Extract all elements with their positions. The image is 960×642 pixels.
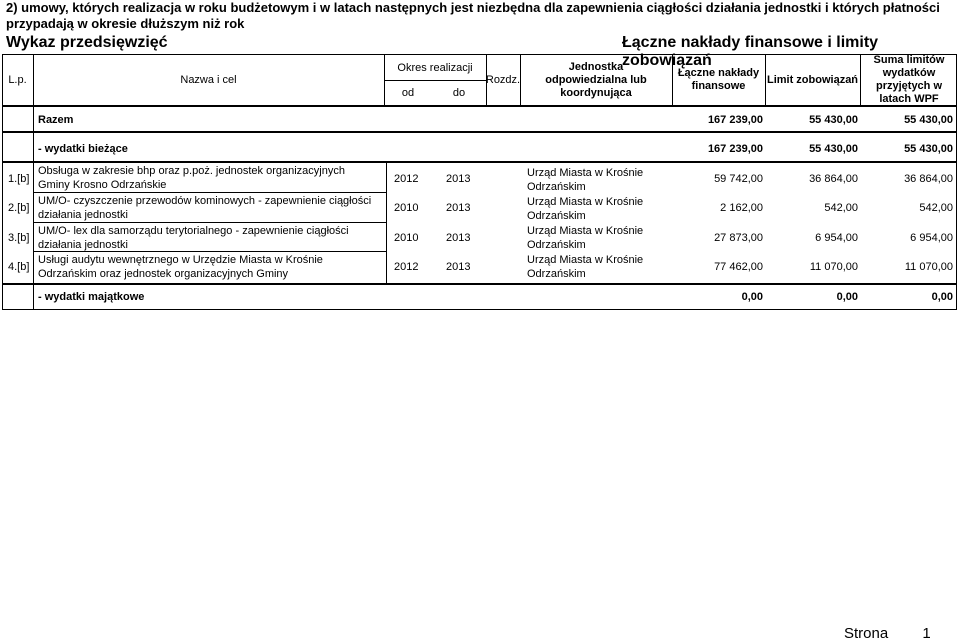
row-2-sum: 542,00 [919, 202, 953, 214]
row-2-from: 2010 [394, 202, 419, 214]
heading-financing: Łączne nakłady finansowe i limity zobowiązań [622, 34, 879, 69]
footer-page-number: 1 [922, 625, 931, 642]
row-1-name: Obsługa w zakresie bhp oraz p.poż. jednostek organizacyjnych Gminy Krosno Odrzańskie [38, 165, 345, 191]
majatkowe-sum: 0,00 [931, 291, 953, 303]
row-2-name: UM/O- czyszczenie przewodów kominowych - zapewnienie ciągłości działania jednostki [38, 195, 372, 221]
row-4-unit: Urząd Miasta w Krośnie Odrzańskim [527, 254, 644, 280]
footer-label: Strona [844, 625, 889, 642]
row-1-sum: 36 864,00 [904, 173, 953, 185]
row-3-limit: 6 954,00 [815, 232, 858, 244]
row-3-from: 2010 [394, 232, 419, 244]
row-2-to: 2013 [446, 202, 471, 214]
row-3-lp: 3.[b] [8, 232, 30, 244]
column-to: do [452, 86, 466, 99]
biezace-label: - wydatki bieżące [38, 143, 128, 155]
row-4-lp: 4.[b] [8, 261, 30, 273]
row-3-name: UM/O- lex dla samorządu terytorialnego - zapewnienie ciągłości działania jednostki [38, 225, 349, 251]
column-section: Rozdz. [485, 73, 521, 86]
majatkowe-limit: 0,00 [836, 291, 858, 303]
row-4-name: Usługi audytu wewnętrznego w Urzędzie Miasta w Krośnie Odrzańskim oraz jednostek organizacyjnych Gminy [38, 254, 323, 280]
intro-text: 2) umowy, których realizacja w roku budżetowym i w latach następnych jest niezbędna dla zapewnienia ciągłości działania jednostki i których płatności przypadają w okresie dłuższym niż rok [6, 0, 940, 31]
row-3-total: 27 873,00 [714, 232, 763, 244]
row-2-unit: Urząd Miasta w Krośnie Odrzańskim [527, 196, 644, 222]
row-1-limit: 36 864,00 [809, 173, 858, 185]
row-3-to: 2013 [446, 232, 471, 244]
majatkowe-label: - wydatki majątkowe [38, 291, 145, 303]
row-1-lp: 1.[b] [8, 173, 30, 185]
row-4-limit: 11 070,00 [809, 261, 858, 273]
biezace-sum: 55 430,00 [904, 143, 953, 155]
biezace-total: 167 239,00 [707, 143, 763, 155]
column-name: Nazwa i cel [180, 73, 237, 86]
row-3-sum: 6 954,00 [910, 232, 953, 244]
row-1-unit: Urząd Miasta w Krośnie Odrzańskim [527, 167, 644, 193]
column-unit: Jednostka odpowiedzialna lub koordynująca [545, 60, 647, 99]
row-4-to: 2013 [446, 261, 471, 273]
row-1-to: 2013 [446, 173, 471, 185]
column-sum: Suma limitów wydatków przyjętych w latach WPF [873, 54, 945, 105]
column-lp: L.p. [8, 73, 27, 86]
biezace-limit: 55 430,00 [809, 143, 858, 155]
razem-sum: 55 430,00 [904, 114, 953, 126]
row-2-total: 2 162,00 [720, 202, 763, 214]
column-total: Łączne nakłady finansowe [677, 67, 760, 92]
row-1-from: 2012 [394, 173, 419, 185]
majatkowe-total: 0,00 [741, 291, 763, 303]
page-footer [844, 625, 931, 642]
razem-total: 167 239,00 [707, 114, 763, 126]
razem-limit: 55 430,00 [809, 114, 858, 126]
row-3-unit: Urząd Miasta w Krośnie Odrzańskim [527, 225, 644, 251]
row-4-sum: 11 070,00 [904, 261, 953, 273]
row-2-lp: 2.[b] [8, 202, 30, 214]
column-from: od [401, 86, 415, 99]
column-limit: Limit zobowiązań [766, 73, 859, 86]
column-period: Okres realizacji [397, 61, 473, 74]
row-1-total: 59 742,00 [714, 173, 763, 185]
row-2-limit: 542,00 [824, 202, 858, 214]
row-4-total: 77 462,00 [714, 261, 763, 273]
razem-label: Razem [38, 114, 74, 126]
heading-projects: Wykaz przedsięwzięć [6, 34, 168, 51]
row-4-from: 2012 [394, 261, 419, 273]
